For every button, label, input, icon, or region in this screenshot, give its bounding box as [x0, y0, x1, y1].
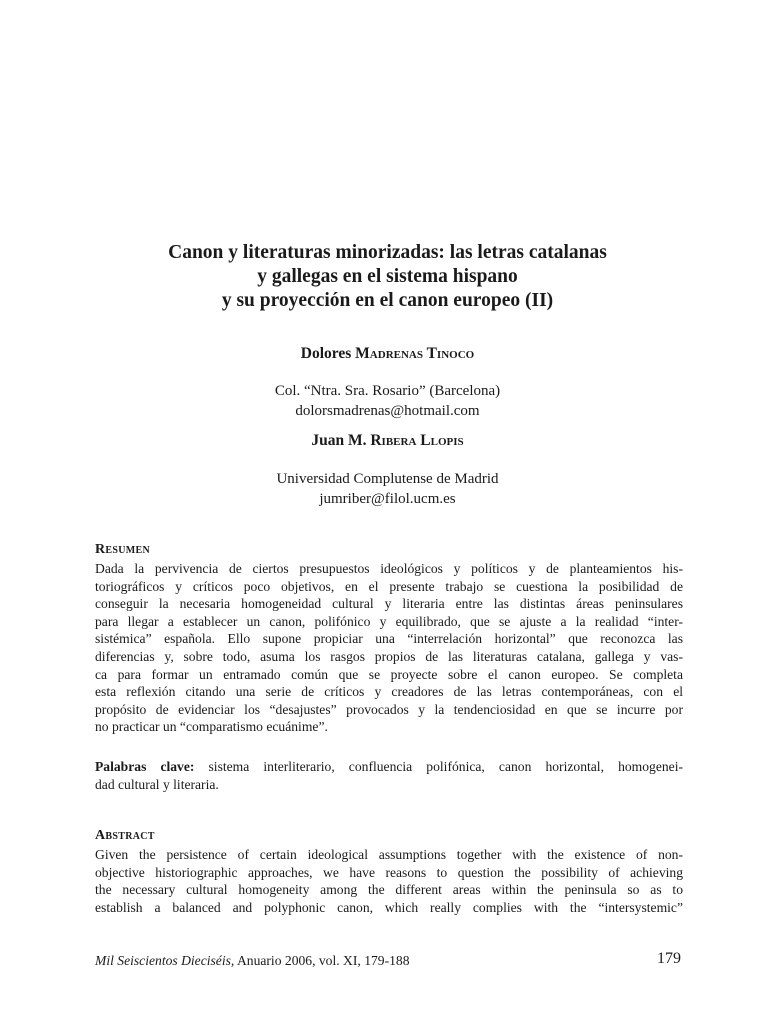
- journal-details: Anuario 2006, vol. XI, 179-188: [234, 953, 410, 968]
- keywords-text: sistema interliterario, confluencia polifónica, canon horizontal, homogenei-: [208, 759, 683, 774]
- abstract-line: the necessary cultural homogeneity among the different areas within the peninsula so as to: [95, 882, 683, 898]
- title-line: Canon y literaturas minorizadas: las letras catalanas: [168, 242, 607, 263]
- journal-name: Mil Seiscientos Dieciséis,: [95, 953, 235, 968]
- author-email: dolorsmadrenas@hotmail.com: [295, 403, 480, 419]
- author-last-name: Ribera Llopis: [370, 432, 464, 449]
- resumen-line: para llegar a establecer un canon, polifónico y equilibrado, que se ajuste a la realidad “inter-: [95, 613, 683, 629]
- author-affiliation-block: [80, 469, 695, 509]
- resumen-line: propósito de evidenciar los “desajustes” provocados y la tendenciosidad en que se incurre por: [95, 701, 683, 717]
- title-line: y su proyección en el canon europeo (II): [221, 290, 554, 311]
- title-line: y gallegas en el sistema hispano: [257, 266, 518, 287]
- author-last-name: Madrenas Tinoco: [355, 345, 475, 362]
- resumen-line: ca para formar un entramado común que se proyecte sobre el canon europeo. Se completa: [95, 666, 683, 682]
- resumen-heading: Resumen: [95, 542, 150, 557]
- resumen-line: esta reflexión citando una serie de críticos y creadores de las letras contemporáneas, con el: [95, 684, 683, 700]
- author-name: [80, 345, 695, 363]
- author-affiliation-block: [80, 381, 695, 421]
- keywords-line: dad cultural y literaria.: [95, 776, 219, 792]
- keywords-line: [95, 758, 683, 776]
- abstract-line: establish a balanced and polyphonic canon, which really complies with the “intersystemic”: [95, 899, 683, 915]
- resumen-body: [95, 560, 683, 736]
- journal-citation: [95, 953, 410, 969]
- resumen-line: toriográficos y críticos poco objetivos, en el presente trabajo se cuestiona la posibilidad de: [95, 578, 683, 594]
- author-name: [80, 432, 695, 450]
- article-title: [80, 241, 695, 313]
- abstract-line: objective historiographic approaches, we have reasons to question the possibility of achieving: [95, 864, 683, 880]
- page-number: 179: [657, 950, 681, 967]
- keywords-block: [95, 758, 683, 793]
- resumen-line: Dada la pervivencia de ciertos presupuestos ideológicos y políticos y de planteamientos his-: [95, 561, 683, 576]
- resumen-line: diferencias y, sobre todo, asuma los rasgos propios de las literaturas catalana, gallega y vas-: [95, 648, 683, 664]
- author-affiliation: Col. “Ntra. Sra. Rosario” (Barcelona): [274, 383, 501, 399]
- abstract-body: [95, 846, 683, 916]
- resumen-line: conseguir la necesaria homogeneidad cultural y literaria entre las distintas áreas peninsulares: [95, 596, 683, 612]
- abstract-heading: Abstract: [95, 828, 155, 843]
- author-first-name: Juan M.: [311, 432, 367, 449]
- author-affiliation: Universidad Complutense de Madrid: [276, 471, 499, 487]
- author-first-name: Dolores: [300, 345, 352, 362]
- keywords-label: Palabras clave:: [95, 759, 195, 774]
- resumen-line: sistémica” española. Ello supone propiciar una “interrelación horizontal” que reconozca las: [95, 631, 683, 647]
- author-email: jumriber@filol.ucm.es: [319, 491, 456, 507]
- resumen-line: no practicar un “comparatismo ecuánime”.: [95, 719, 328, 735]
- abstract-line: Given the persistence of certain ideological assumptions together with the existence of non-: [95, 847, 683, 862]
